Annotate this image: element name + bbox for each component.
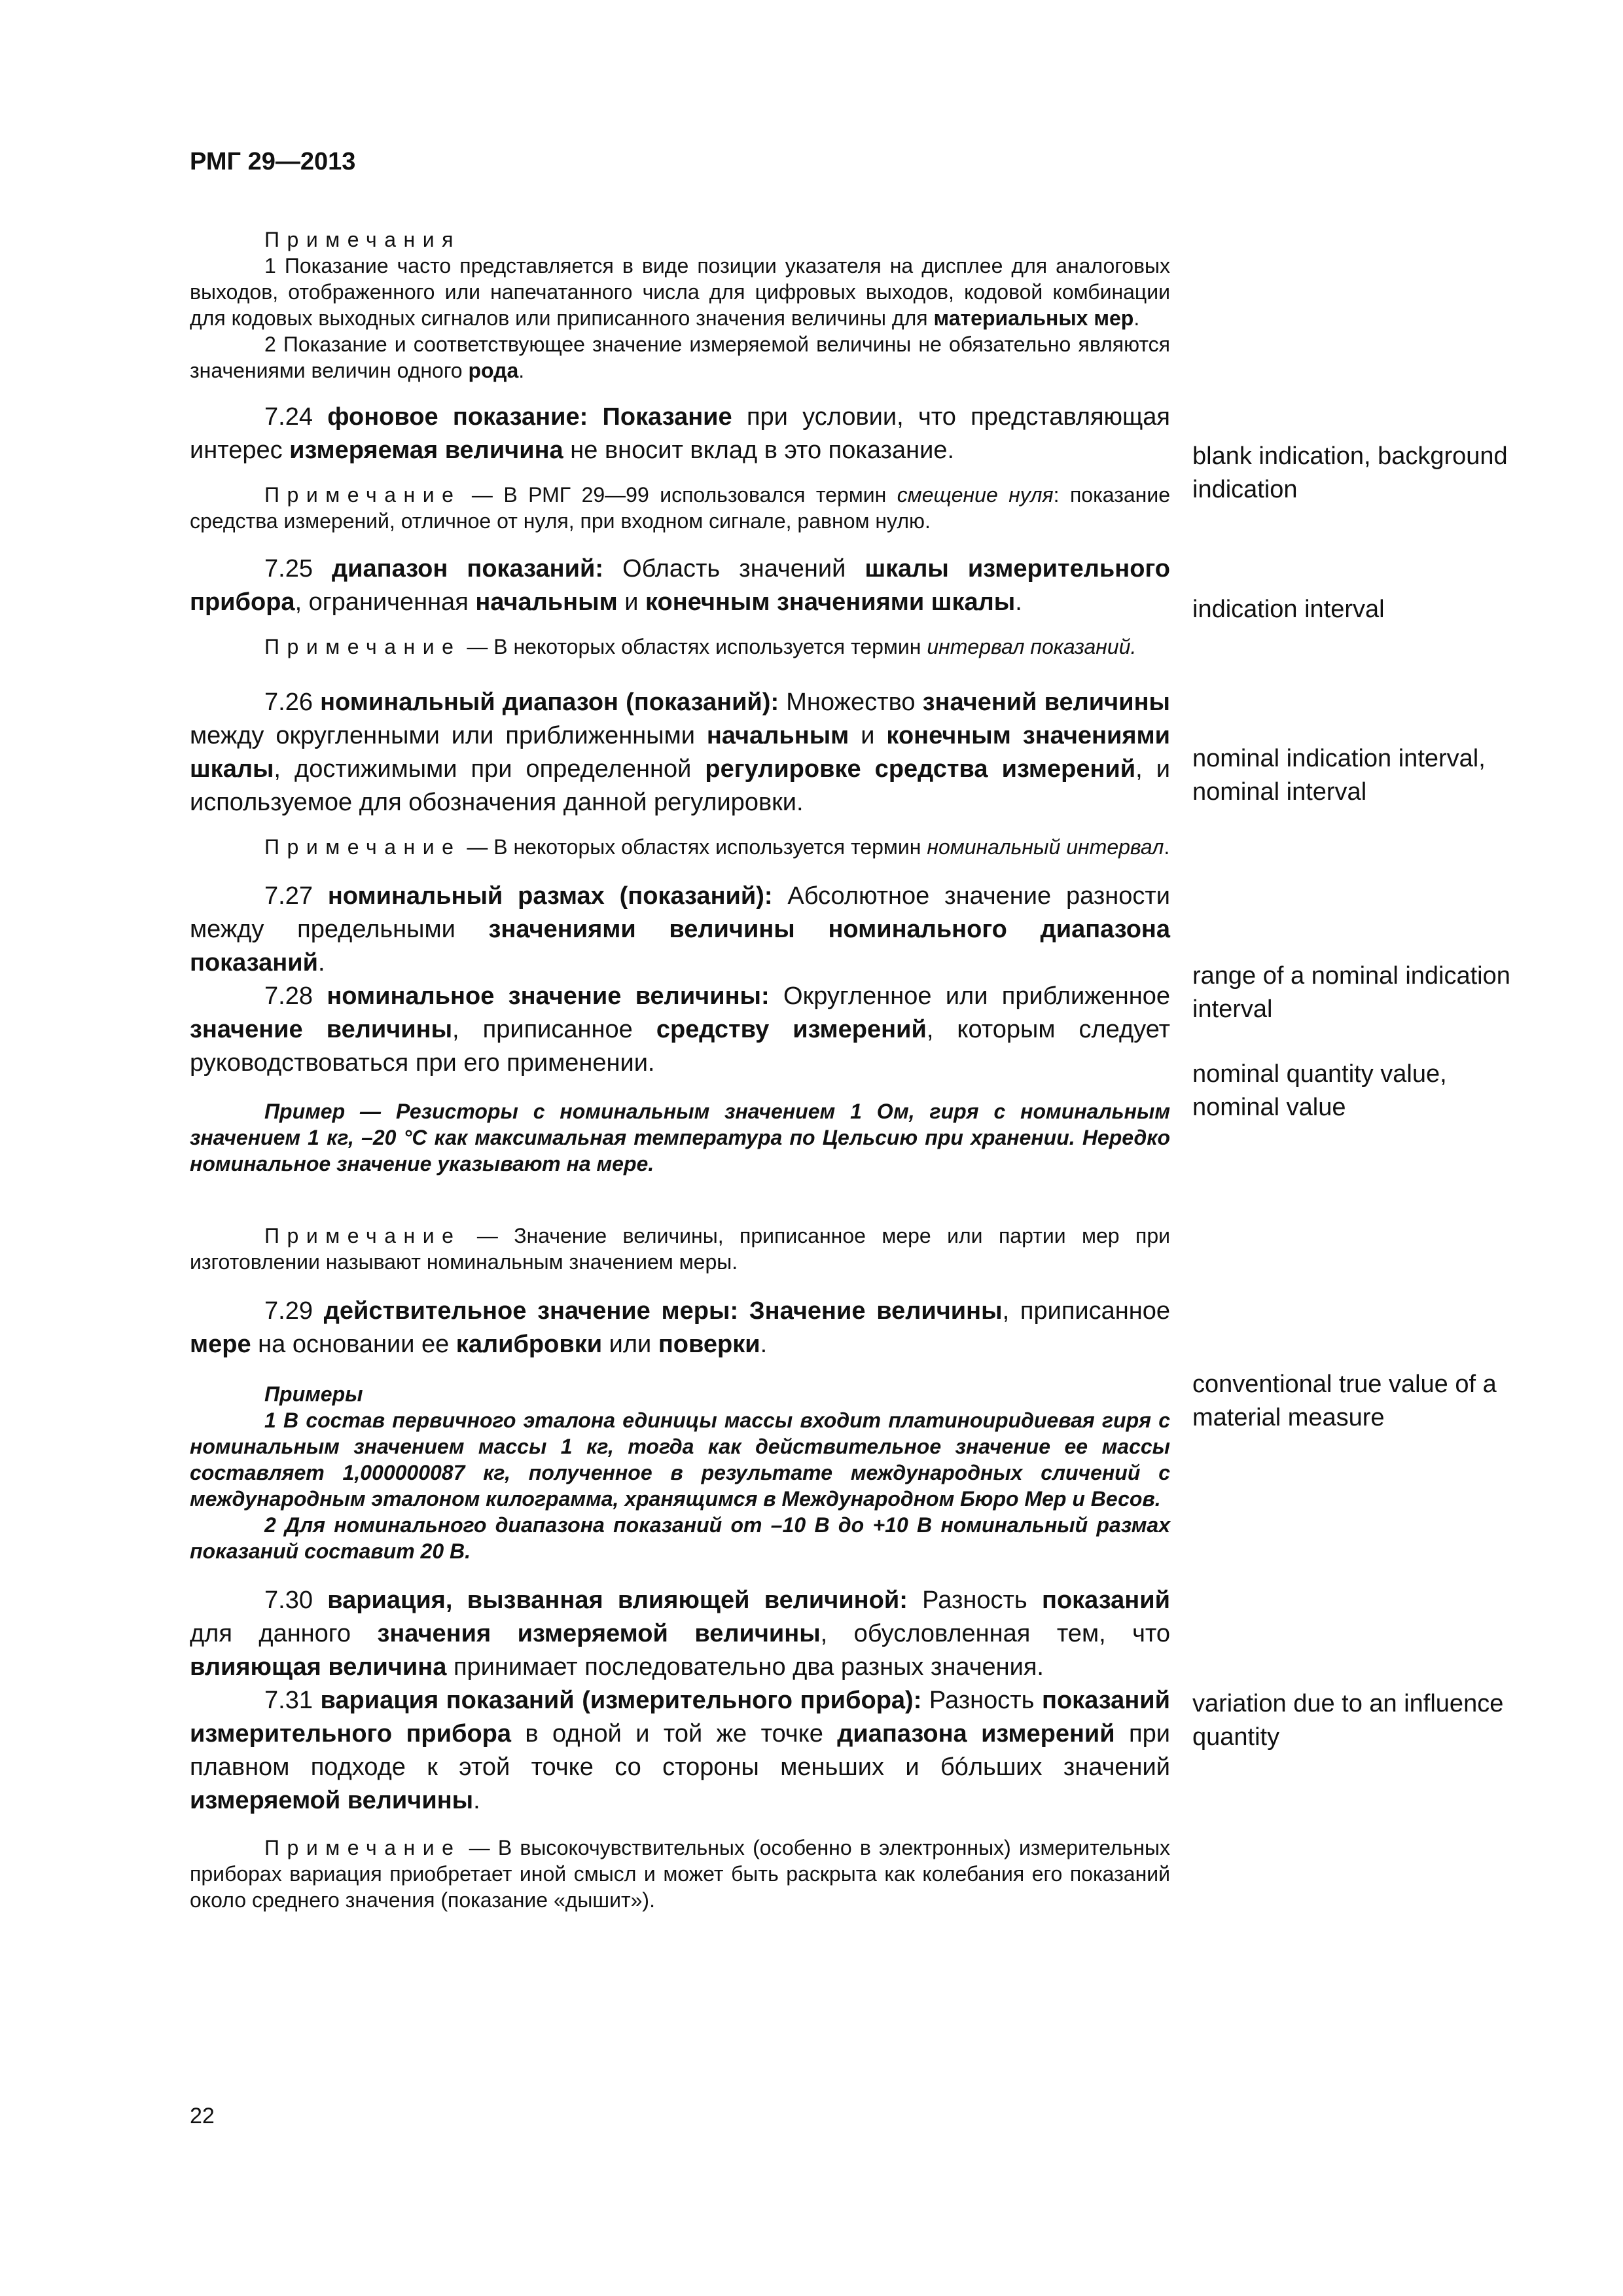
- section-7-29: 7.29 действительное значение меры: Значение величины, приписанное мере на основании ее калибровки или поверки.: [190, 1297, 1170, 1358]
- term-en-7-26: nominal indication interval, nominal interval: [1192, 745, 1486, 806]
- note-top: [190, 226, 1170, 384]
- note-7-26: Примечание — В некоторых областях используется термин номинальный интервал.: [264, 835, 1170, 859]
- term-en-7-28: nominal quantity value, nominal value: [1192, 1060, 1447, 1121]
- term-en-7-24: blank indication, background indication: [1192, 442, 1508, 503]
- note-top-label: Примечания: [264, 228, 461, 251]
- section-7-28: 7.28 номинальное значение величины: Округленное или приближенное значение величины, приписанное средству измерений, которым следует руководствоваться при его применении.: [190, 982, 1171, 1077]
- note-7-31: Примечание — В высокочувствительных (особенно в электронных) измерительных приборах вариация приобретает иной смысл и может быть раскрыта как колебания его показаний около среднего значения (показание «дышит»).: [190, 1836, 1170, 1912]
- section-7-31: 7.31 вариация показаний (измерительного прибора): Разность показаний измерительного прибора в одной и той же точке диапазона измерений при плавном подходе к этой точке со стороны меньших и бóльших значений измеряемой величины.: [190, 1687, 1170, 1814]
- main-text: [190, 226, 1170, 1913]
- note-7-24: Примечание — В РМГ 29—99 использовался термин смещение нуля: показание средства измерений, отличное от нуля, при входном сигнале, равном нулю.: [190, 483, 1171, 533]
- section-7-30: 7.30 вариация, вызванная влияющей величиной: Разность показаний для данного значения измеряемой величины, обусловленная тем, что влияющая величина принимает последовательно два разных значения.: [190, 1587, 1171, 1681]
- document-header: РМГ 29—2013: [190, 148, 356, 175]
- example-1: 1 В состав первичного эталона единицы массы входит платиноиридиевая гиря с номинальным значением массы 1 кг, тогда как действительное значение ее массы составляет 1,000000087 кг, полученное в результате международных сличений с международным эталоном килограмма, хранящимся в Международном Бюро Мер и Весов.: [190, 1408, 1170, 1511]
- section-7-26: 7.26 номинальный диапазон (показаний): Множество значений величины между округленными или приближенными начальным и конечным значениями шкалы, достижимыми при определенной регулировке средства измерений, и используемое для обозначения данной регулировки.: [190, 689, 1171, 816]
- term-en-7-25: indication interval: [1192, 596, 1385, 623]
- note-top-item-1: 1 Показание часто представляется в виде позиции указателя на дисплее для аналоговых выходов, отображенного или напечатанного числа для цифровых выходов, кодовой комбинации для кодовых выходных сигналов или приписанного значения величины для материальных мер.: [190, 254, 1170, 330]
- page-number: 22: [190, 2104, 215, 2128]
- term-en-7-30: variation due to an influence quantity: [1192, 1690, 1504, 1751]
- note-7-28: Примечание — Значение величины, приписанное мере или партии мер при изготовлении называют номинальным значением меры.: [190, 1224, 1170, 1274]
- section-7-25: 7.25 диапазон показаний: Область значений шкалы измерительного прибора, ограниченная начальным и конечным значениями шкалы.: [190, 555, 1170, 616]
- examples-7-29: [190, 1381, 1170, 1564]
- section-7-24: 7.24 фоновое показание: Показание при условии, что представляющая интерес измеряемая величина не вносит вклад в это показание.: [190, 403, 1170, 464]
- note-7-25: Примечание — В некоторых областях используется термин интервал показаний.: [264, 635, 1137, 658]
- note-top-item-2: 2 Показание и соответствующее значение измеряемой величины не обязательно являются значениями величин одного рода.: [190, 332, 1170, 382]
- term-en-7-29: conventional true value of a material measure: [1192, 1371, 1497, 1431]
- section-7-27: 7.27 номинальный размах (показаний): Абсолютное значение разности между предельными значениями величины номинального диапазона показаний.: [190, 882, 1170, 977]
- example-2: 2 Для номинального диапазона показаний от –10 В до +10 В номинальный размах показаний составит 20 В.: [190, 1513, 1170, 1563]
- example-7-28: Пример — Резисторы с номинальным значением 1 Ом, гиря с номинальным значением 1 кг, –20 °С как максимальная температура по Цельсию при хранении. Нередко номинальное значение указывают на мере.: [190, 1100, 1170, 1175]
- term-en-7-27: range of a nominal indication interval: [1192, 962, 1510, 1023]
- examples-label: Примеры: [264, 1382, 363, 1406]
